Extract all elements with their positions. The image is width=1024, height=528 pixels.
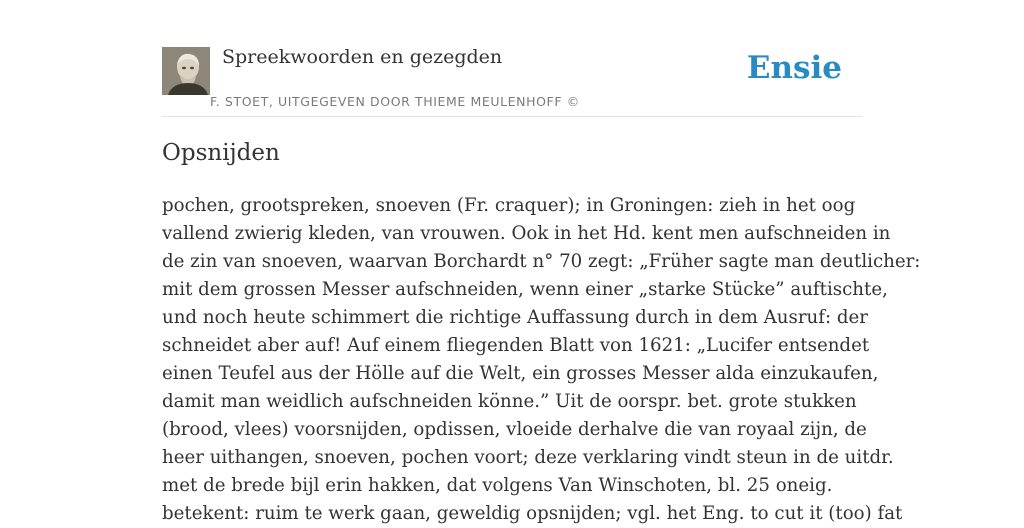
entry-title: Opsnijden: [162, 140, 280, 166]
definition-line: vallend zwierig kleden, van vrouwen. Ook in het Hd. kent men aufschneiden in: [162, 223, 891, 244]
definition-line: betekent: ruim te werk gaan, geweldig opsnijden; vgl. het Eng. to cut it (too) fat: [162, 503, 903, 524]
definition-line: und noch heute schimmert die richtige Auffassung durch in dem Ausruf: der: [162, 307, 868, 328]
definition-line: mit dem grossen Messer aufschneiden, wenn einer „starke Stücke” auftischte,: [162, 279, 888, 300]
source-credit: F. STOET, UITGEGEVEN DOOR THIEME MEULENHOFF ©: [210, 94, 580, 109]
definition-line: schneidet aber auf! Auf einem fliegenden Blatt von 1621: „Lucifer entsendet: [162, 335, 870, 356]
definition-line: pochen, grootspreken, snoeven (Fr. craquer); in Groningen: zieh in het oog: [162, 195, 856, 216]
ensie-logo[interactable]: Ensie: [746, 50, 842, 86]
author-portrait-icon[interactable]: [162, 47, 210, 95]
definition-line: einen Teufel aus der Hölle auf die Welt, ein grosses Messer alda einzukaufen,: [162, 363, 879, 384]
definition-line: (brood, vlees) voorsnijden, opdissen, vloeide derhalve die van royaal zijn, de: [162, 419, 867, 440]
source-header: [162, 40, 862, 117]
definition-line: met de brede bijl erin hakken, dat volgens Van Winschoten, bl. 25 oneig.: [162, 475, 833, 496]
definition-line: damit man weidlich aufschneiden könne.” Uit de oorspr. bet. grote stukken: [162, 391, 857, 412]
definition-line: de zin van snoeven, waarvan Borchardt n° 70 zegt: „Früher sagte man deutlicher:: [162, 251, 921, 272]
entry-definition: [162, 192, 921, 528]
source-title[interactable]: Spreekwoorden en gezegden: [222, 46, 503, 68]
definition-line: heer uithangen, snoeven, pochen voort; deze verklaring vindt steun in de uitdr.: [162, 447, 894, 468]
